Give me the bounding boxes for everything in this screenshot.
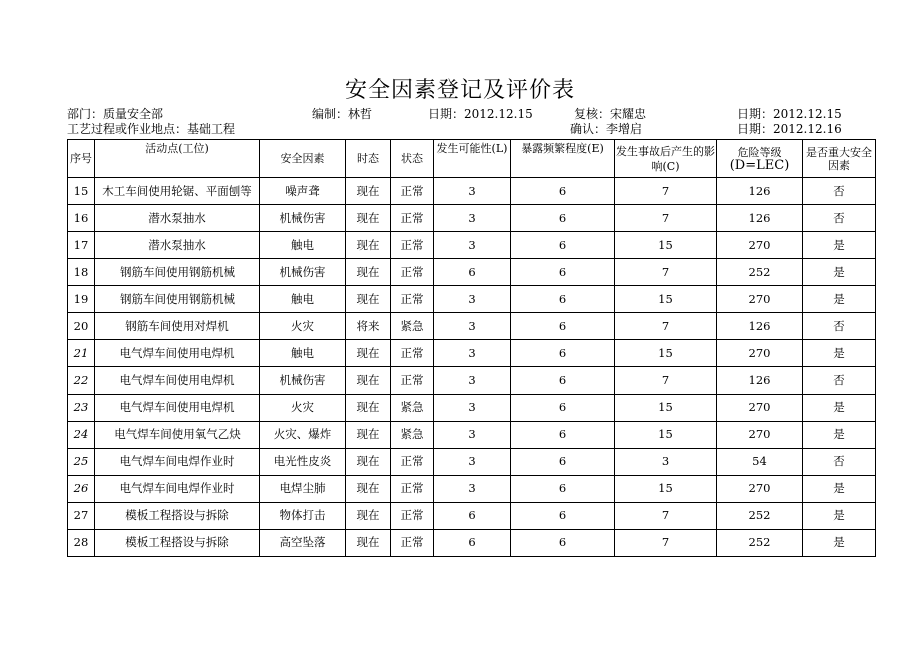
row-tense: 现在 xyxy=(346,178,391,205)
row-likelihood: 3 xyxy=(434,232,511,259)
row-consequence: 15 xyxy=(615,421,717,448)
row-no: 24 xyxy=(68,421,95,448)
row-activity: 潜水泵抽水 xyxy=(95,205,260,232)
row-exposure: 6 xyxy=(511,394,615,421)
row-activity: 电气焊车间电焊作业时 xyxy=(95,448,260,475)
row-danger: 270 xyxy=(717,475,803,502)
row-activity: 电气焊车间使用氧气乙炔 xyxy=(95,421,260,448)
row-factor: 火灾 xyxy=(260,394,346,421)
table-row xyxy=(68,421,876,448)
row-activity: 电气焊车间使用电焊机 xyxy=(95,340,260,367)
row-no: 22 xyxy=(68,367,95,394)
row-major: 否 xyxy=(803,313,876,340)
row-major: 是 xyxy=(803,421,876,448)
row-state: 紧急 xyxy=(391,394,434,421)
row-state: 正常 xyxy=(391,232,434,259)
row-major: 否 xyxy=(803,205,876,232)
header-danger-line1: 危险等级 xyxy=(737,145,782,159)
row-tense: 将来 xyxy=(346,313,391,340)
row-no: 23 xyxy=(68,394,95,421)
hazard-register-table xyxy=(67,139,876,557)
row-factor: 物体打击 xyxy=(260,502,346,529)
meta-date-confirmed: 日期：2012.12.16 xyxy=(737,122,842,136)
row-exposure: 6 xyxy=(511,340,615,367)
meta-location: 工艺过程或作业地点：基础工程 xyxy=(67,122,236,136)
row-major: 是 xyxy=(803,394,876,421)
table-row xyxy=(68,448,876,475)
row-tense: 现在 xyxy=(346,232,391,259)
row-likelihood: 3 xyxy=(434,475,511,502)
row-factor: 电焊尘肺 xyxy=(260,475,346,502)
row-exposure: 6 xyxy=(511,448,615,475)
row-state: 紧急 xyxy=(391,421,434,448)
header-activity: 活动点(工位) xyxy=(95,140,260,178)
row-no: 25 xyxy=(68,448,95,475)
row-consequence: 7 xyxy=(615,367,717,394)
row-major: 是 xyxy=(803,286,876,313)
row-consequence: 7 xyxy=(615,502,717,529)
row-factor: 噪声聋 xyxy=(260,178,346,205)
row-tense: 现在 xyxy=(346,340,391,367)
row-danger: 270 xyxy=(717,340,803,367)
row-state: 正常 xyxy=(391,205,434,232)
meta-confirm: 确认：李增启 xyxy=(570,122,643,136)
row-exposure: 6 xyxy=(511,529,615,556)
row-danger: 126 xyxy=(717,367,803,394)
row-factor: 高空坠落 xyxy=(260,529,346,556)
table-row xyxy=(68,232,876,259)
row-no: 20 xyxy=(68,313,95,340)
row-exposure: 6 xyxy=(511,367,615,394)
row-activity: 电气焊车间使用电焊机 xyxy=(95,394,260,421)
meta-reviewer: 复核：宋耀忠 xyxy=(574,107,647,121)
row-activity: 钢筋车间使用对焊机 xyxy=(95,313,260,340)
row-consequence: 7 xyxy=(615,529,717,556)
row-consequence: 7 xyxy=(615,205,717,232)
row-state: 正常 xyxy=(391,286,434,313)
row-likelihood: 3 xyxy=(434,448,511,475)
row-tense: 现在 xyxy=(346,421,391,448)
table-row xyxy=(68,313,876,340)
row-state: 正常 xyxy=(391,340,434,367)
row-tense: 现在 xyxy=(346,259,391,286)
row-no: 17 xyxy=(68,232,95,259)
row-state: 正常 xyxy=(391,502,434,529)
row-danger: 126 xyxy=(717,313,803,340)
meta-date-reviewed: 日期：2012.12.15 xyxy=(737,107,842,121)
row-danger: 252 xyxy=(717,529,803,556)
row-state: 正常 xyxy=(391,259,434,286)
meta-date-compiled: 日期：2012.12.15 xyxy=(428,107,533,121)
row-exposure: 6 xyxy=(511,502,615,529)
row-state: 正常 xyxy=(391,448,434,475)
row-consequence: 15 xyxy=(615,232,717,259)
row-factor: 触电 xyxy=(260,286,346,313)
row-danger: 54 xyxy=(717,448,803,475)
row-factor: 火灾、爆炸 xyxy=(260,421,346,448)
table-row xyxy=(68,475,876,502)
row-exposure: 6 xyxy=(511,421,615,448)
row-no: 26 xyxy=(68,475,95,502)
table-row xyxy=(68,205,876,232)
row-tense: 现在 xyxy=(346,502,391,529)
header-tense: 时态 xyxy=(346,140,391,178)
row-no: 19 xyxy=(68,286,95,313)
table-row xyxy=(68,394,876,421)
header-danger-line2: (D=LEC) xyxy=(729,157,790,173)
row-major: 是 xyxy=(803,259,876,286)
row-factor: 机械伤害 xyxy=(260,259,346,286)
row-major: 否 xyxy=(803,178,876,205)
row-no: 28 xyxy=(68,529,95,556)
row-state: 正常 xyxy=(391,475,434,502)
row-likelihood: 3 xyxy=(434,178,511,205)
row-exposure: 6 xyxy=(511,475,615,502)
row-activity: 模板工程搭设与拆除 xyxy=(95,502,260,529)
table-row xyxy=(68,286,876,313)
table-row xyxy=(68,178,876,205)
header-major: 是否重大安全因素 xyxy=(803,140,876,178)
row-major: 是 xyxy=(803,502,876,529)
row-factor: 触电 xyxy=(260,340,346,367)
row-likelihood: 6 xyxy=(434,502,511,529)
row-tense: 现在 xyxy=(346,394,391,421)
row-tense: 现在 xyxy=(346,286,391,313)
row-major: 否 xyxy=(803,367,876,394)
row-exposure: 6 xyxy=(511,205,615,232)
row-factor: 电光性皮炎 xyxy=(260,448,346,475)
row-activity: 钢筋车间使用钢筋机械 xyxy=(95,286,260,313)
row-activity: 电气焊车间使用电焊机 xyxy=(95,367,260,394)
row-consequence: 15 xyxy=(615,340,717,367)
row-exposure: 6 xyxy=(511,259,615,286)
header-exposure: 暴露频繁程度(E) xyxy=(511,140,615,178)
row-no: 18 xyxy=(68,259,95,286)
header-consequence: 发生事故后产生的影响(C) xyxy=(615,140,717,178)
row-likelihood: 3 xyxy=(434,205,511,232)
header-state: 状态 xyxy=(391,140,434,178)
row-danger: 126 xyxy=(717,205,803,232)
row-factor: 火灾 xyxy=(260,313,346,340)
row-consequence: 7 xyxy=(615,178,717,205)
row-no: 16 xyxy=(68,205,95,232)
row-danger: 252 xyxy=(717,259,803,286)
row-major: 是 xyxy=(803,232,876,259)
row-activity: 模板工程搭设与拆除 xyxy=(95,529,260,556)
row-factor: 触电 xyxy=(260,232,346,259)
row-activity: 木工车间使用轮锯、平面刨等 xyxy=(95,178,260,205)
row-danger: 270 xyxy=(717,232,803,259)
row-no: 15 xyxy=(68,178,95,205)
table-row xyxy=(68,340,876,367)
header-factor: 安全因素 xyxy=(260,140,346,178)
row-major: 是 xyxy=(803,529,876,556)
row-likelihood: 6 xyxy=(434,529,511,556)
row-danger: 126 xyxy=(717,178,803,205)
row-danger: 270 xyxy=(717,421,803,448)
row-major: 否 xyxy=(803,448,876,475)
row-likelihood: 3 xyxy=(434,394,511,421)
row-major: 是 xyxy=(803,340,876,367)
row-major: 是 xyxy=(803,475,876,502)
row-likelihood: 3 xyxy=(434,367,511,394)
row-consequence: 7 xyxy=(615,259,717,286)
row-factor: 机械伤害 xyxy=(260,205,346,232)
table-row xyxy=(68,529,876,556)
row-tense: 现在 xyxy=(346,205,391,232)
row-likelihood: 3 xyxy=(434,313,511,340)
row-tense: 现在 xyxy=(346,475,391,502)
row-exposure: 6 xyxy=(511,286,615,313)
row-danger: 252 xyxy=(717,502,803,529)
row-state: 正常 xyxy=(391,367,434,394)
row-likelihood: 6 xyxy=(434,259,511,286)
row-danger: 270 xyxy=(717,394,803,421)
row-no: 21 xyxy=(68,340,95,367)
row-consequence: 15 xyxy=(615,394,717,421)
header-likelihood: 发生可能性(L) xyxy=(434,140,511,178)
row-exposure: 6 xyxy=(511,232,615,259)
table-row xyxy=(68,367,876,394)
table-header-row xyxy=(68,140,876,178)
row-factor: 机械伤害 xyxy=(260,367,346,394)
row-likelihood: 3 xyxy=(434,340,511,367)
page-title: 安全因素登记及评价表 xyxy=(344,78,575,103)
table-row xyxy=(68,502,876,529)
meta-editor: 编制：林哲 xyxy=(312,107,373,121)
header-danger xyxy=(717,140,803,178)
row-tense: 现在 xyxy=(346,529,391,556)
row-consequence: 15 xyxy=(615,286,717,313)
row-exposure: 6 xyxy=(511,313,615,340)
row-state: 正常 xyxy=(391,178,434,205)
row-likelihood: 3 xyxy=(434,421,511,448)
table-row xyxy=(68,259,876,286)
row-activity: 钢筋车间使用钢筋机械 xyxy=(95,259,260,286)
row-tense: 现在 xyxy=(346,448,391,475)
row-state: 正常 xyxy=(391,529,434,556)
row-activity: 电气焊车间电焊作业时 xyxy=(95,475,260,502)
row-danger: 270 xyxy=(717,286,803,313)
row-exposure: 6 xyxy=(511,178,615,205)
row-consequence: 3 xyxy=(615,448,717,475)
row-consequence: 15 xyxy=(615,475,717,502)
row-no: 27 xyxy=(68,502,95,529)
meta-dept: 部门：质量安全部 xyxy=(67,107,164,121)
row-tense: 现在 xyxy=(346,367,391,394)
row-consequence: 7 xyxy=(615,313,717,340)
row-likelihood: 3 xyxy=(434,286,511,313)
row-activity: 潜水泵抽水 xyxy=(95,232,260,259)
row-state: 紧急 xyxy=(391,313,434,340)
header-seq: 序号 xyxy=(68,140,95,178)
